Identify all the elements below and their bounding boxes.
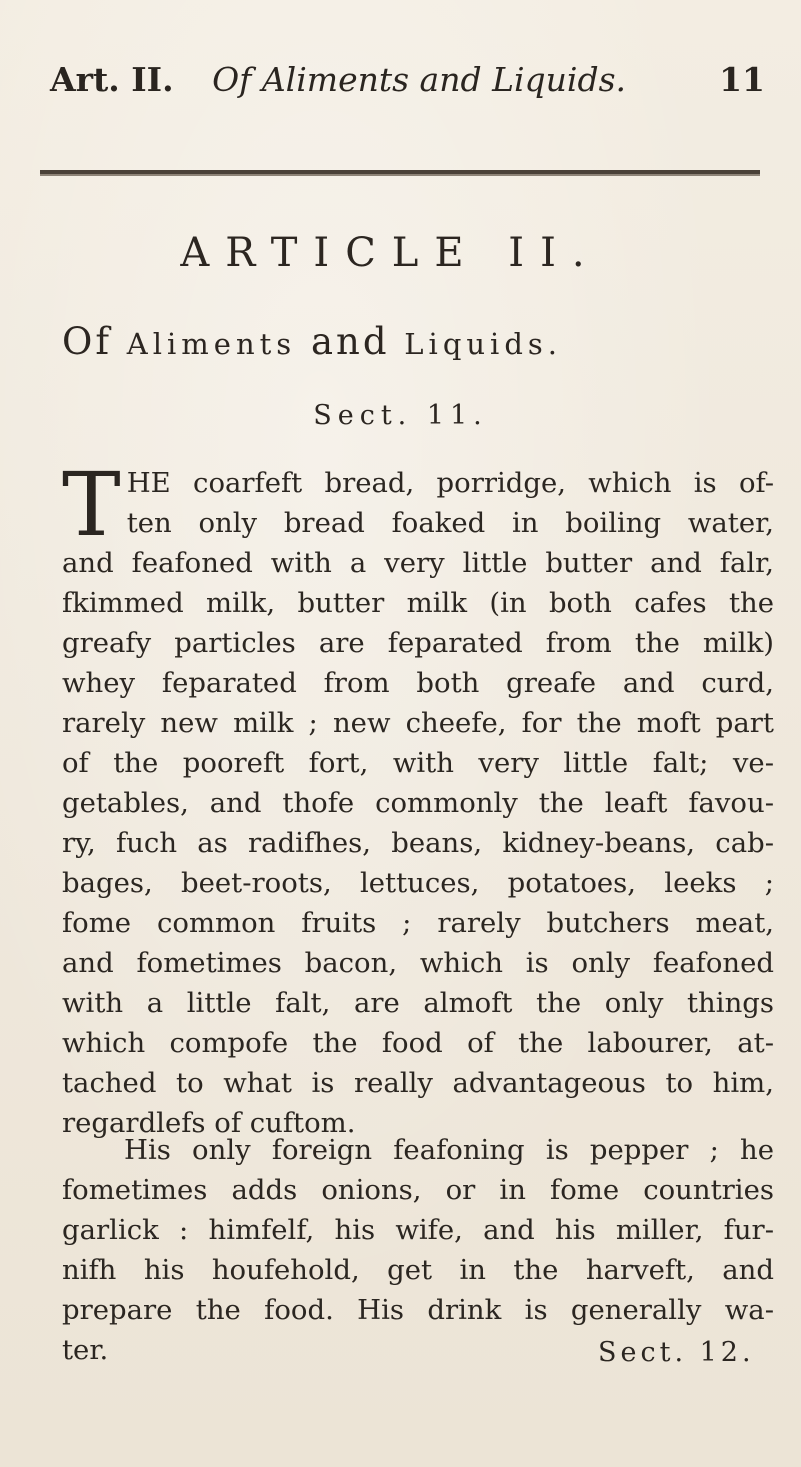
section-heading: Sect. 11.	[313, 400, 488, 431]
running-head	[50, 60, 765, 110]
text-line: prepare the food. His drink is generally wa-	[62, 1294, 774, 1326]
catchword: Sect. 12.	[598, 1337, 755, 1368]
text-line: garlick : himfelf, his wife, and his miller, fur-	[62, 1214, 774, 1246]
head-rule	[40, 170, 760, 176]
text-line: nifh his houfehold, get in the harveft, and	[62, 1254, 774, 1286]
text-line: tached to what is really advantageous to him,	[62, 1067, 774, 1099]
subtitle-first-word: Aliments	[126, 327, 297, 361]
subtitle-second-word: Liquids.	[404, 327, 562, 361]
text-line: ten only bread foaked in boiling water,	[126, 507, 774, 539]
running-head-subject: Of Aliments and Liquids.	[212, 60, 627, 99]
running-head-article: Art. II.	[50, 60, 174, 99]
text-line: His only foreign feafoning is pepper ; he	[124, 1134, 774, 1166]
text-line: greafy particles are feparated from the milk)	[62, 627, 774, 659]
subtitle-and: and	[310, 320, 390, 363]
page-number: 11	[719, 60, 765, 99]
text-line: regardlefs of cuftom.	[62, 1107, 356, 1139]
text-line: and feafoned with a very little butter and falr,	[62, 547, 774, 579]
text-line: of the pooreft fort, with very little falt; ve-	[62, 747, 774, 779]
running-head-left	[50, 60, 626, 99]
text-line: fometimes adds onions, or in fome countries	[62, 1174, 774, 1206]
text-line: ter.	[62, 1334, 109, 1366]
paragraph-1	[62, 453, 774, 1143]
text-line: and fometimes bacon, which is only feafoned	[62, 947, 774, 979]
text-line: ry, fuch as radifhes, beans, kidney-beans, cab-	[62, 827, 774, 859]
text-line: getables, and thofe commonly the leaft favou-	[62, 787, 774, 819]
text-line: fome common fruits ; rarely butchers meat,	[62, 907, 774, 939]
text-line: rarely new milk ; new cheefe, for the moft part	[62, 707, 774, 739]
text-line: bages, beet-roots, lettuces, potatoes, leeks ;	[62, 867, 774, 899]
article-subtitle	[62, 320, 562, 363]
text-line: with a little falt, are almoft the only things	[62, 987, 774, 1019]
text-line: whey feparated from both greafe and curd,	[62, 667, 774, 699]
text-line: HE coarfeft bread, porridge, which is of-	[126, 467, 774, 499]
drop-cap: T	[62, 453, 121, 556]
subtitle-of: Of	[62, 320, 113, 363]
paragraph-2	[62, 1130, 774, 1370]
text-line: fkimmed milk, butter milk (in both cafes the	[62, 587, 774, 619]
text-line: which compofe the food of the labourer, at-	[62, 1027, 774, 1059]
article-heading: ARTICLE II.	[180, 230, 601, 276]
